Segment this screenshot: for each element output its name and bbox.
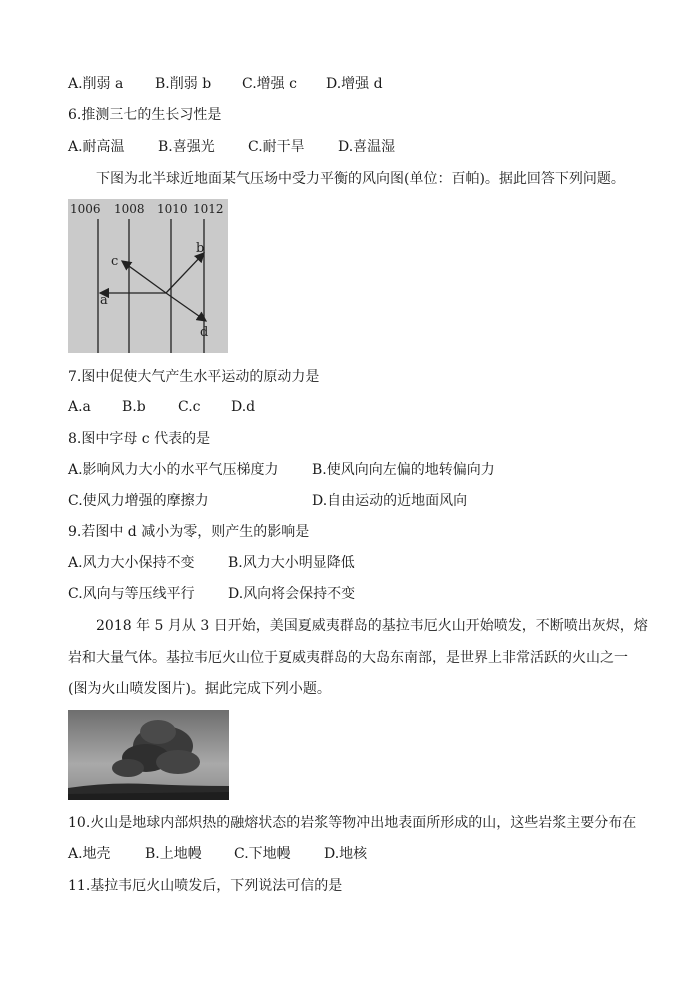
arrow-label-d: d (200, 325, 209, 340)
q9-option-c: C.风向与等压线平行 (68, 586, 195, 602)
q9-option-b: B.风力大小明显降低 (228, 555, 355, 571)
q8-option-c: C.使风力增强的摩擦力 (68, 493, 209, 509)
q7-option-d: D.d (231, 399, 256, 415)
q5-option-d: D.增强 d (326, 76, 383, 92)
q9-option-d: D.风向将会保持不变 (228, 586, 356, 602)
pressure-label-1012: 1012 (193, 202, 224, 216)
q7-stem: 7.图中促使大气产生水平运动的原动力是 (68, 369, 320, 385)
q9-option-a: A.风力大小保持不变 (68, 555, 195, 571)
q10-option-b: B.上地幔 (145, 846, 202, 862)
q10-option-a: A.地壳 (68, 846, 111, 862)
volcano-intro-line-1: 2018 年 5 月从 3 日开始，美国夏威夷群岛的基拉韦厄火山开始喷发，不断喷出灰烬，熔 (96, 618, 648, 634)
q7-option-c: C.c (178, 399, 201, 415)
arrow-label-a: a (100, 293, 108, 308)
wind-intro: 下图为北半球近地面某气压场中受力平衡的风向图(单位：百帕)。据此回答下列问题。 (96, 171, 625, 187)
q5-option-b: B.削弱 b (155, 76, 212, 92)
pressure-label-1006: 1006 (70, 202, 101, 216)
volcano-intro-line-3: (图为火山喷发图片)。据此完成下列小题。 (68, 681, 331, 697)
arrow-label-b: b (196, 241, 205, 256)
q8-option-d: D.自由运动的近地面风向 (312, 493, 468, 509)
pressure-label-1010: 1010 (157, 202, 188, 216)
pressure-label-1008: 1008 (114, 202, 145, 216)
q6-option-d: D.喜温湿 (338, 139, 396, 155)
q8-stem: 8.图中字母 c 代表的是 (68, 431, 211, 447)
q10-option-c: C.下地幔 (234, 846, 291, 862)
q10-stem: 10.火山是地球内部炽热的融熔状态的岩浆等物冲出地表面所形成的山，这些岩浆主要分布在 (68, 815, 637, 831)
q5-option-a: A.削弱 a (68, 76, 124, 92)
q8-option-b: B.使风向向左偏的地转偏向力 (312, 462, 495, 478)
q6-option-b: B.喜强光 (158, 139, 215, 155)
q9-stem: 9.若图中 d 减小为零，则产生的影响是 (68, 524, 310, 540)
arrow-label-c: c (111, 254, 119, 269)
volcano-intro-line-2: 岩和大量气体。基拉韦厄火山位于夏威夷群岛的大岛东南部，是世界上非常活跃的火山之一 (68, 650, 628, 666)
q7-option-b: B.b (122, 399, 146, 415)
q7-option-a: A.a (68, 399, 91, 415)
q6-option-a: A.耐高温 (68, 139, 125, 155)
volcano-eruption-photo (68, 710, 229, 800)
q8-option-a: A.影响风力大小的水平气压梯度力 (68, 462, 279, 478)
q10-option-d: D.地核 (324, 846, 368, 862)
q6-stem: 6.推测三七的生长习性是 (68, 107, 222, 123)
q6-option-c: C.耐干旱 (248, 139, 305, 155)
q5-option-c: C.增强 c (242, 76, 297, 92)
isobar-wind-figure (68, 199, 228, 353)
q11-stem: 11.基拉韦厄火山喷发后，下列说法可信的是 (68, 878, 343, 894)
